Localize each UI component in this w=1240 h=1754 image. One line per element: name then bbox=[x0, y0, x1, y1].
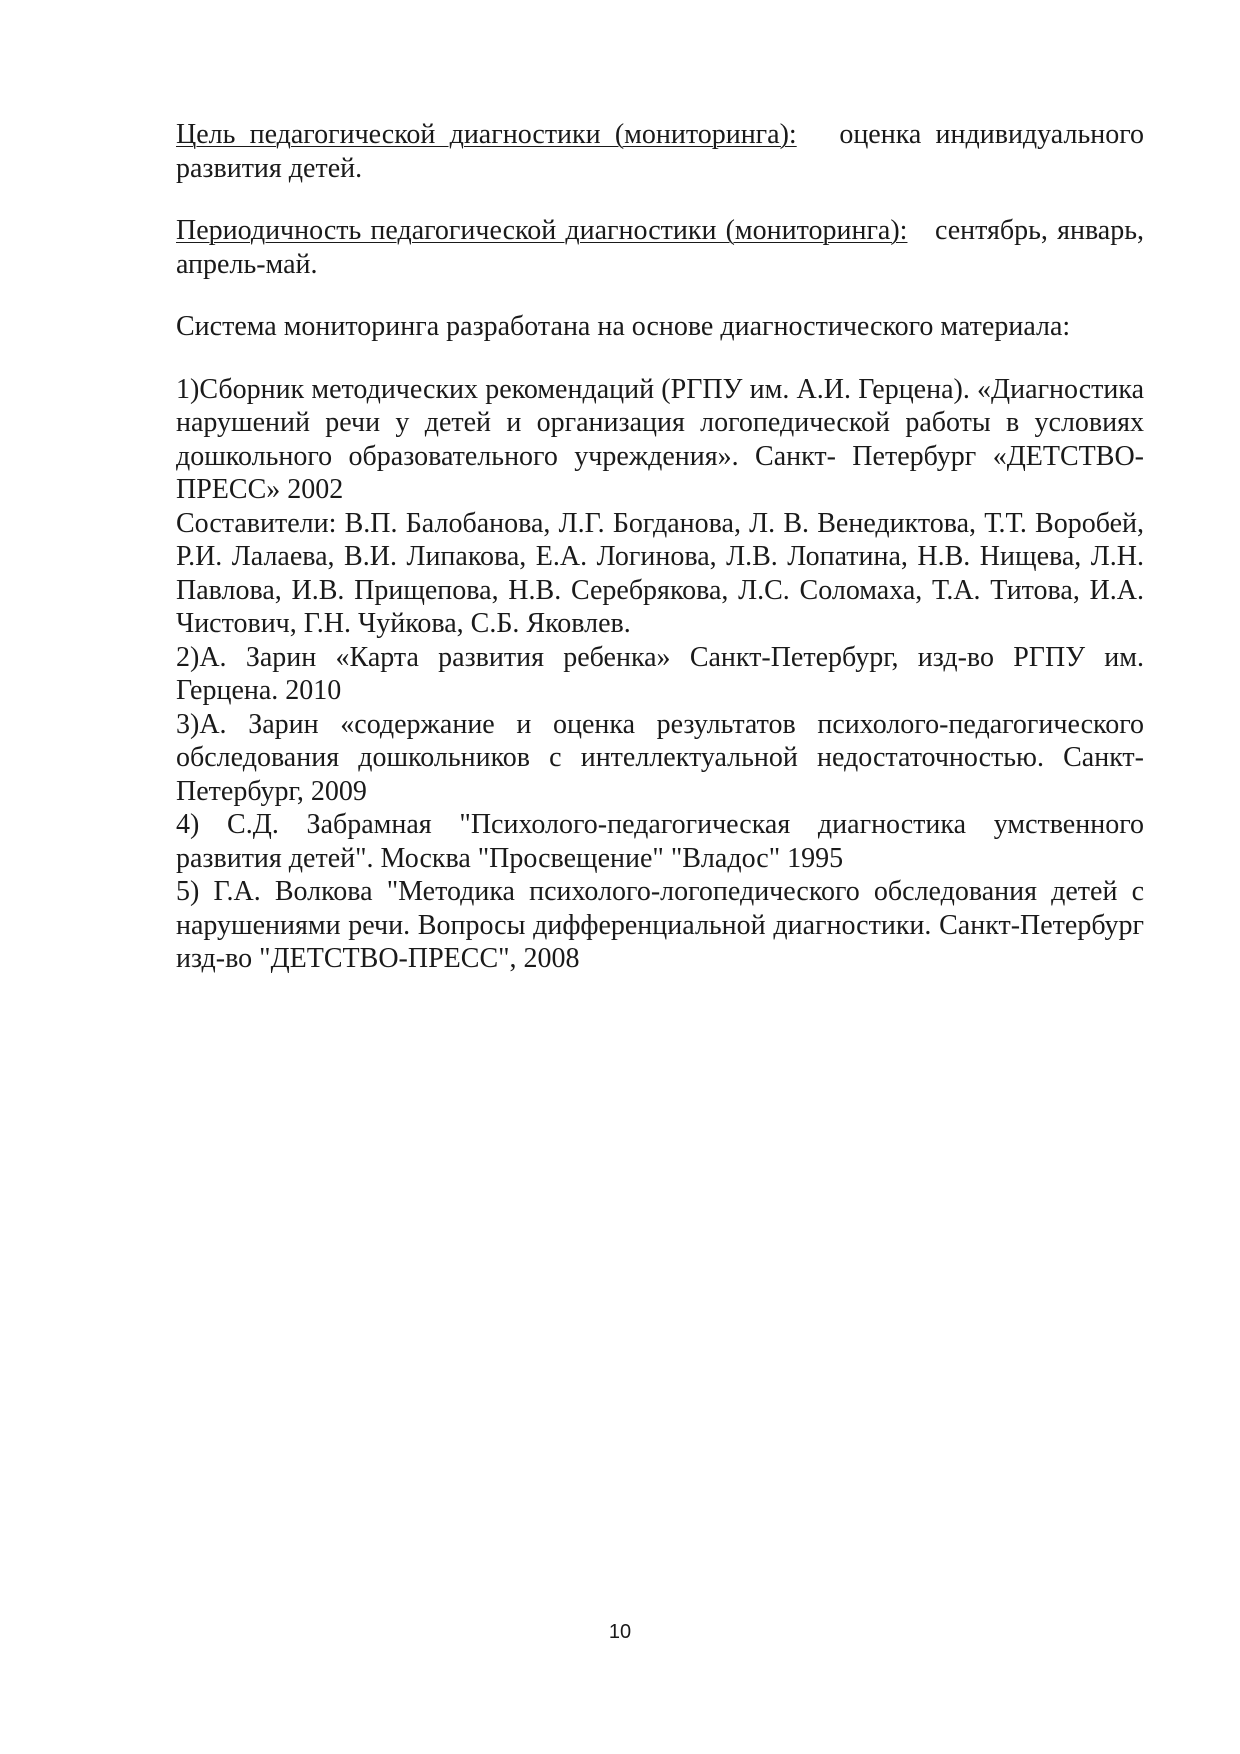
periodicity-paragraph bbox=[176, 214, 1144, 281]
goal-paragraph bbox=[176, 118, 1144, 185]
system-intro: Система мониторинга разработана на основе диагностического материала: bbox=[176, 311, 1071, 342]
goal-label: Цель педагогической диагностики (мониторинга): bbox=[176, 119, 797, 150]
source-item-1: 1)Сборник методических рекомендаций (РГПУ им. А.И. Герцена). «Диагностика нарушений речи у детей и организация логопедической работы в условиях дошкольного образовательного учреждения». Санкт- Петербург «ДЕТСТВО-ПРЕСС» 2002 bbox=[176, 373, 1144, 505]
page-content bbox=[176, 118, 1144, 976]
page-number: 10 bbox=[608, 1621, 632, 1643]
source-item-4: 4) С.Д. Забрамная "Психолого-педагогическая диагностика умственного развития детей". Москва "Просвещение" "Владос" 1995 bbox=[176, 809, 1144, 874]
sources-list bbox=[176, 373, 1144, 976]
goal-text: оценка индивидуального развития детей. bbox=[176, 119, 1144, 184]
source-item-2: 2)А. Зарин «Карта развития ребенка» Санкт-Петербург, изд-во РГПУ им. Герцена. 2010 bbox=[176, 641, 1144, 706]
source-item-5: 5) Г.А. Волкова "Методика психолого-логопедического обследования детей с нарушениями речи. Вопросы дифференциальной диагностики. Санкт-Петербург изд-во "ДЕТСТВО-ПРЕСС", 2008 bbox=[176, 876, 1144, 974]
source-item-3: 3)А. Зарин «содержание и оценка результатов психолого-педагогического обследования дошкольников с интеллектуальной недостаточностью. Санкт-Петербург, 2009 bbox=[176, 708, 1144, 807]
periodicity-label: Периодичность педагогической диагностики (мониторинга): bbox=[176, 215, 908, 246]
periodicity-text: сентябрь, январь, апрель-май. bbox=[176, 215, 1145, 280]
source-compilers: Составители: В.П. Балобанова, Л.Г. Богданова, Л. В. Венедиктова, Т.Т. Воробей, Р.И. Лалаева, В.И. Липакова, Е.А. Логинова, Л.В. Лопатина, Н.В. Нищева, Л.Н. Павлова, И.В. Прищепова, Н.В. Серебрякова, Л.С. Соломаха, Т.А. Титова, И.А. Чистович, Г.Н. Чуйкова, С.Б. Яковлев. bbox=[176, 507, 1144, 639]
